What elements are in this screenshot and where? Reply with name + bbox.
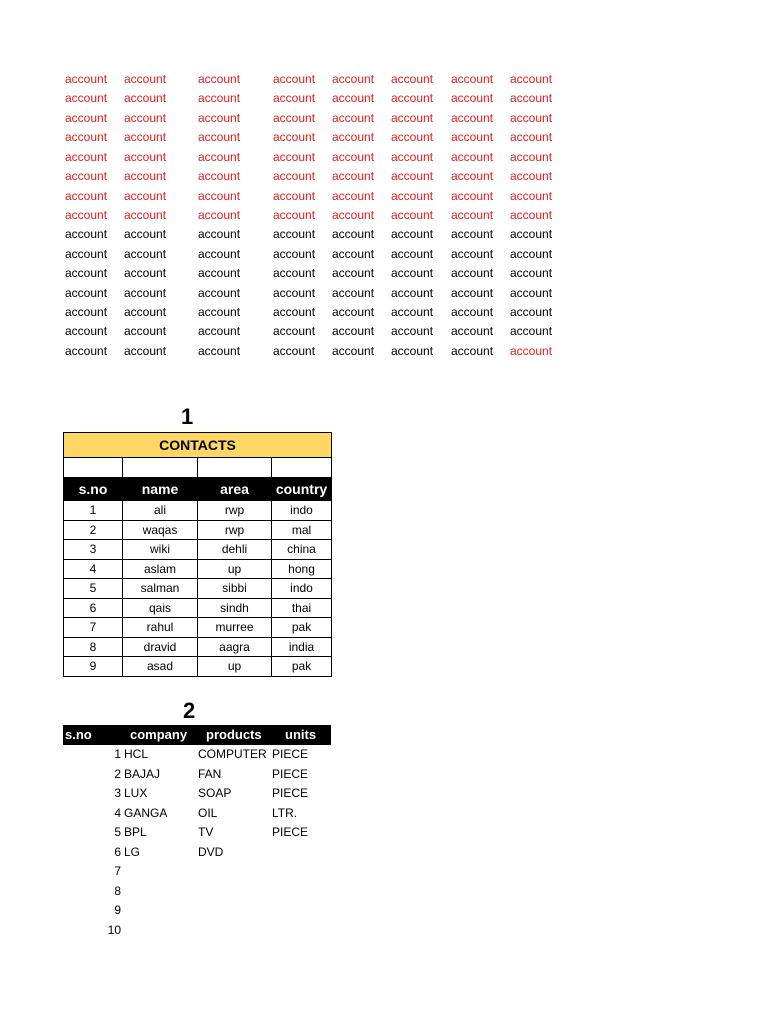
- table-cell: pak: [272, 618, 332, 638]
- table-cell: pak: [272, 657, 332, 677]
- table-cell: 1: [64, 501, 123, 521]
- product-cell: DVD: [198, 844, 224, 859]
- account-cell: account: [510, 285, 553, 300]
- header-sno: s.no: [64, 478, 123, 501]
- account-cell: account: [510, 130, 553, 145]
- account-cell: account: [451, 188, 494, 203]
- list-item: [63, 804, 331, 824]
- account-cell: account: [391, 246, 434, 261]
- account-cell: account: [510, 72, 553, 86]
- account-cell: account: [124, 130, 167, 145]
- header-units: units: [285, 727, 317, 742]
- table-cell: 5: [64, 579, 123, 599]
- list-item: [63, 882, 331, 902]
- account-cell: account: [124, 246, 167, 261]
- account-cell: account: [391, 343, 434, 358]
- table-cell: indo: [272, 501, 332, 521]
- table-cell: mal: [272, 520, 332, 540]
- account-cell: account: [391, 266, 434, 281]
- account-cell: account: [451, 324, 494, 339]
- account-cell: account: [124, 91, 167, 106]
- sno-cell: 9: [114, 903, 121, 917]
- company-cell: LG: [124, 844, 141, 859]
- account-cell: account: [198, 169, 241, 184]
- account-cell: account: [198, 188, 241, 203]
- account-cell: account: [198, 207, 241, 222]
- grid-row: [0, 128, 600, 147]
- account-cell: account: [510, 207, 553, 222]
- account-cell: account: [273, 246, 316, 261]
- grid-row: [0, 245, 600, 264]
- account-cell: account: [124, 343, 167, 358]
- table-cell: asad: [123, 657, 198, 677]
- account-cell: account: [198, 91, 241, 106]
- table-cell: salman: [123, 579, 198, 599]
- account-cell: account: [332, 324, 375, 339]
- account-cell: account: [124, 324, 167, 339]
- account-cell: account: [273, 149, 316, 164]
- table-row: [64, 520, 332, 540]
- blank-row: [64, 458, 332, 478]
- account-cell: account: [332, 266, 375, 281]
- account-cell: account: [391, 188, 434, 203]
- grid-row: [0, 109, 600, 128]
- account-cell: account: [65, 149, 108, 164]
- table-cell: aslam: [123, 559, 198, 579]
- section-1-number: 1: [181, 404, 194, 429]
- list-item: [63, 921, 331, 941]
- account-cell: account: [391, 207, 434, 222]
- grid-row: [0, 167, 600, 186]
- account-cell: account: [332, 110, 375, 125]
- account-cell: account: [451, 91, 494, 106]
- account-cell: account: [65, 343, 108, 358]
- account-cell: account: [510, 343, 553, 358]
- account-cell: account: [65, 169, 108, 184]
- products-table: [63, 725, 331, 940]
- account-cell: account: [198, 266, 241, 281]
- sno-cell: 7: [114, 864, 121, 878]
- grid-row: [0, 284, 600, 303]
- account-cell: account: [124, 305, 167, 320]
- product-cell: TV: [198, 825, 214, 839]
- account-cell: account: [273, 207, 316, 222]
- sno-cell: 6: [114, 844, 121, 859]
- account-cell: account: [273, 72, 316, 86]
- account-cell: account: [273, 285, 316, 300]
- account-cell: account: [65, 91, 108, 106]
- contacts-header-row: [64, 478, 332, 501]
- table-row: [64, 598, 332, 618]
- account-cell: account: [273, 343, 316, 358]
- account-cell: account: [198, 149, 241, 164]
- product-cell: SOAP: [198, 786, 232, 800]
- account-cell: account: [198, 246, 241, 261]
- header-sno: s.no: [65, 727, 92, 742]
- sno-cell: 4: [114, 805, 121, 820]
- sno-cell: 1: [114, 747, 121, 761]
- account-cell: account: [273, 188, 316, 203]
- account-cell: account: [451, 169, 494, 184]
- account-cell: account: [332, 285, 375, 300]
- account-cell: account: [451, 227, 494, 242]
- account-cell: account: [510, 188, 553, 203]
- table-cell: qais: [123, 598, 198, 618]
- table-cell: aagra: [198, 637, 272, 657]
- account-cell: account: [451, 110, 494, 125]
- grid-row: [0, 322, 600, 341]
- list-item: [63, 745, 331, 765]
- table-cell: 6: [64, 598, 123, 618]
- table-cell: dehli: [198, 540, 272, 560]
- product-cell: FAN: [198, 766, 222, 781]
- sno-cell: 2: [114, 766, 121, 781]
- table-cell: waqas: [123, 520, 198, 540]
- account-cell: account: [451, 305, 494, 320]
- account-cell: account: [273, 266, 316, 281]
- sno-cell: 5: [114, 825, 121, 839]
- account-cell: account: [124, 72, 167, 86]
- table-row: [64, 618, 332, 638]
- account-cell: account: [124, 169, 167, 184]
- contacts-table: [63, 432, 331, 677]
- account-cell: account: [332, 343, 375, 358]
- account-cell: account: [510, 246, 553, 261]
- account-cell: account: [198, 110, 241, 125]
- account-cell: account: [124, 110, 167, 125]
- grid-row: [0, 303, 600, 322]
- sno-cell: 3: [114, 786, 121, 800]
- account-cell: account: [451, 207, 494, 222]
- account-cell: account: [332, 207, 375, 222]
- list-item: [63, 765, 331, 785]
- account-cell: account: [124, 188, 167, 203]
- header-name: name: [123, 478, 198, 501]
- table-row: [64, 657, 332, 677]
- grid-row: [0, 70, 600, 89]
- account-cell: account: [510, 110, 553, 125]
- table-cell: rwp: [198, 520, 272, 540]
- account-cell: account: [65, 285, 108, 300]
- company-cell: GANGA: [124, 805, 168, 820]
- table-cell: 8: [64, 637, 123, 657]
- account-cell: account: [451, 266, 494, 281]
- account-cell: account: [510, 169, 553, 184]
- table-cell: sindh: [198, 598, 272, 618]
- grid-row: [0, 187, 600, 206]
- table-cell: 3: [64, 540, 123, 560]
- account-cell: account: [391, 130, 434, 145]
- table-cell: 9: [64, 657, 123, 677]
- unit-cell: PIECE: [272, 766, 309, 781]
- account-cell: account: [124, 285, 167, 300]
- account-cell: account: [451, 149, 494, 164]
- table-cell: wiki: [123, 540, 198, 560]
- unit-cell: LTR.: [272, 805, 298, 820]
- account-cell: account: [391, 149, 434, 164]
- header-area: area: [198, 478, 272, 501]
- products-header-row: [63, 725, 331, 745]
- account-cell: account: [332, 227, 375, 242]
- header-company: company: [130, 727, 188, 742]
- account-cell: account: [510, 324, 553, 339]
- account-cell: account: [273, 305, 316, 320]
- grid-row: [0, 225, 600, 244]
- table-row: [64, 501, 332, 521]
- account-cell: account: [391, 169, 434, 184]
- account-cell: account: [332, 130, 375, 145]
- company-cell: BPL: [124, 825, 147, 839]
- account-cell: account: [198, 227, 241, 242]
- table-cell: murree: [198, 618, 272, 638]
- account-cell: account: [273, 324, 316, 339]
- account-cell: account: [391, 324, 434, 339]
- section-2-number: 2: [183, 698, 196, 723]
- account-cell: account: [332, 91, 375, 106]
- account-cell: account: [510, 227, 553, 242]
- account-cell: account: [332, 72, 375, 86]
- account-cell: account: [273, 169, 316, 184]
- list-item: [63, 862, 331, 882]
- account-cell: account: [391, 227, 434, 242]
- account-cell: account: [273, 130, 316, 145]
- list-item: [63, 784, 331, 804]
- table-cell: rwp: [198, 501, 272, 521]
- account-cell: account: [273, 91, 316, 106]
- account-cell: account: [65, 246, 108, 261]
- unit-cell: PIECE: [272, 786, 309, 800]
- account-cell: account: [332, 305, 375, 320]
- header-products: products: [206, 727, 262, 742]
- grid-row: [0, 264, 600, 283]
- table-cell: indo: [272, 579, 332, 599]
- account-cell: account: [65, 72, 108, 86]
- account-cell: account: [198, 343, 241, 358]
- unit-cell: PIECE: [272, 747, 309, 761]
- account-cell: account: [124, 149, 167, 164]
- list-item: [63, 843, 331, 863]
- account-cell: account: [510, 266, 553, 281]
- grid-row: [0, 206, 600, 225]
- account-cell: account: [391, 72, 434, 86]
- table-row: [64, 540, 332, 560]
- company-cell: LUX: [124, 786, 148, 800]
- account-cell: account: [273, 110, 316, 125]
- account-cell: account: [451, 285, 494, 300]
- table-cell: hong: [272, 559, 332, 579]
- table-row: [64, 559, 332, 579]
- list-item: [63, 901, 331, 921]
- table-cell: china: [272, 540, 332, 560]
- table-row: [64, 579, 332, 599]
- account-cell: account: [451, 72, 494, 86]
- account-cell: account: [391, 110, 434, 125]
- list-item: [63, 823, 331, 843]
- account-cell: account: [124, 266, 167, 281]
- account-cell: account: [332, 169, 375, 184]
- account-cell: account: [510, 149, 553, 164]
- product-cell: COMPUTER: [198, 747, 267, 761]
- product-cell: OIL: [198, 805, 218, 820]
- account-cell: account: [65, 207, 108, 222]
- account-cell: account: [510, 91, 553, 106]
- account-cell: account: [451, 343, 494, 358]
- grid-row: [0, 342, 600, 361]
- table-cell: sibbi: [198, 579, 272, 599]
- unit-cell: PIECE: [272, 825, 309, 839]
- account-cell: account: [332, 246, 375, 261]
- account-cell: account: [65, 227, 108, 242]
- table-cell: dravid: [123, 637, 198, 657]
- account-cell: account: [391, 305, 434, 320]
- account-cell: account: [65, 266, 108, 281]
- sno-cell: 8: [114, 883, 121, 898]
- table-cell: 4: [64, 559, 123, 579]
- account-cell: account: [391, 91, 434, 106]
- grid-row: [0, 89, 600, 108]
- table-cell: 2: [64, 520, 123, 540]
- table-cell: up: [198, 657, 272, 677]
- contacts-title: CONTACTS: [64, 433, 332, 458]
- account-cell: account: [198, 305, 241, 320]
- company-cell: HCL: [124, 747, 149, 761]
- account-cell: account: [198, 324, 241, 339]
- account-cell: account: [65, 188, 108, 203]
- table-cell: rahul: [123, 618, 198, 638]
- table-cell: thai: [272, 598, 332, 618]
- account-cell: account: [451, 246, 494, 261]
- table-cell: india: [272, 637, 332, 657]
- table-cell: up: [198, 559, 272, 579]
- sno-cell: 10: [107, 922, 121, 937]
- account-cell: account: [332, 149, 375, 164]
- account-word-grid: [0, 70, 600, 361]
- account-cell: account: [124, 227, 167, 242]
- account-cell: account: [273, 227, 316, 242]
- table-cell: 7: [64, 618, 123, 638]
- account-cell: account: [65, 324, 108, 339]
- table-row: [64, 637, 332, 657]
- account-cell: account: [65, 130, 108, 145]
- account-cell: account: [198, 130, 241, 145]
- account-cell: account: [391, 285, 434, 300]
- grid-row: [0, 148, 600, 167]
- account-cell: account: [332, 188, 375, 203]
- account-cell: account: [510, 305, 553, 320]
- company-cell: BAJAJ: [124, 766, 161, 781]
- account-cell: account: [198, 285, 241, 300]
- account-cell: account: [124, 207, 167, 222]
- account-cell: account: [65, 305, 108, 320]
- account-cell: account: [198, 72, 241, 86]
- header-country: country: [272, 478, 332, 501]
- account-cell: account: [451, 130, 494, 145]
- account-cell: account: [65, 110, 108, 125]
- table-cell: ali: [123, 501, 198, 521]
